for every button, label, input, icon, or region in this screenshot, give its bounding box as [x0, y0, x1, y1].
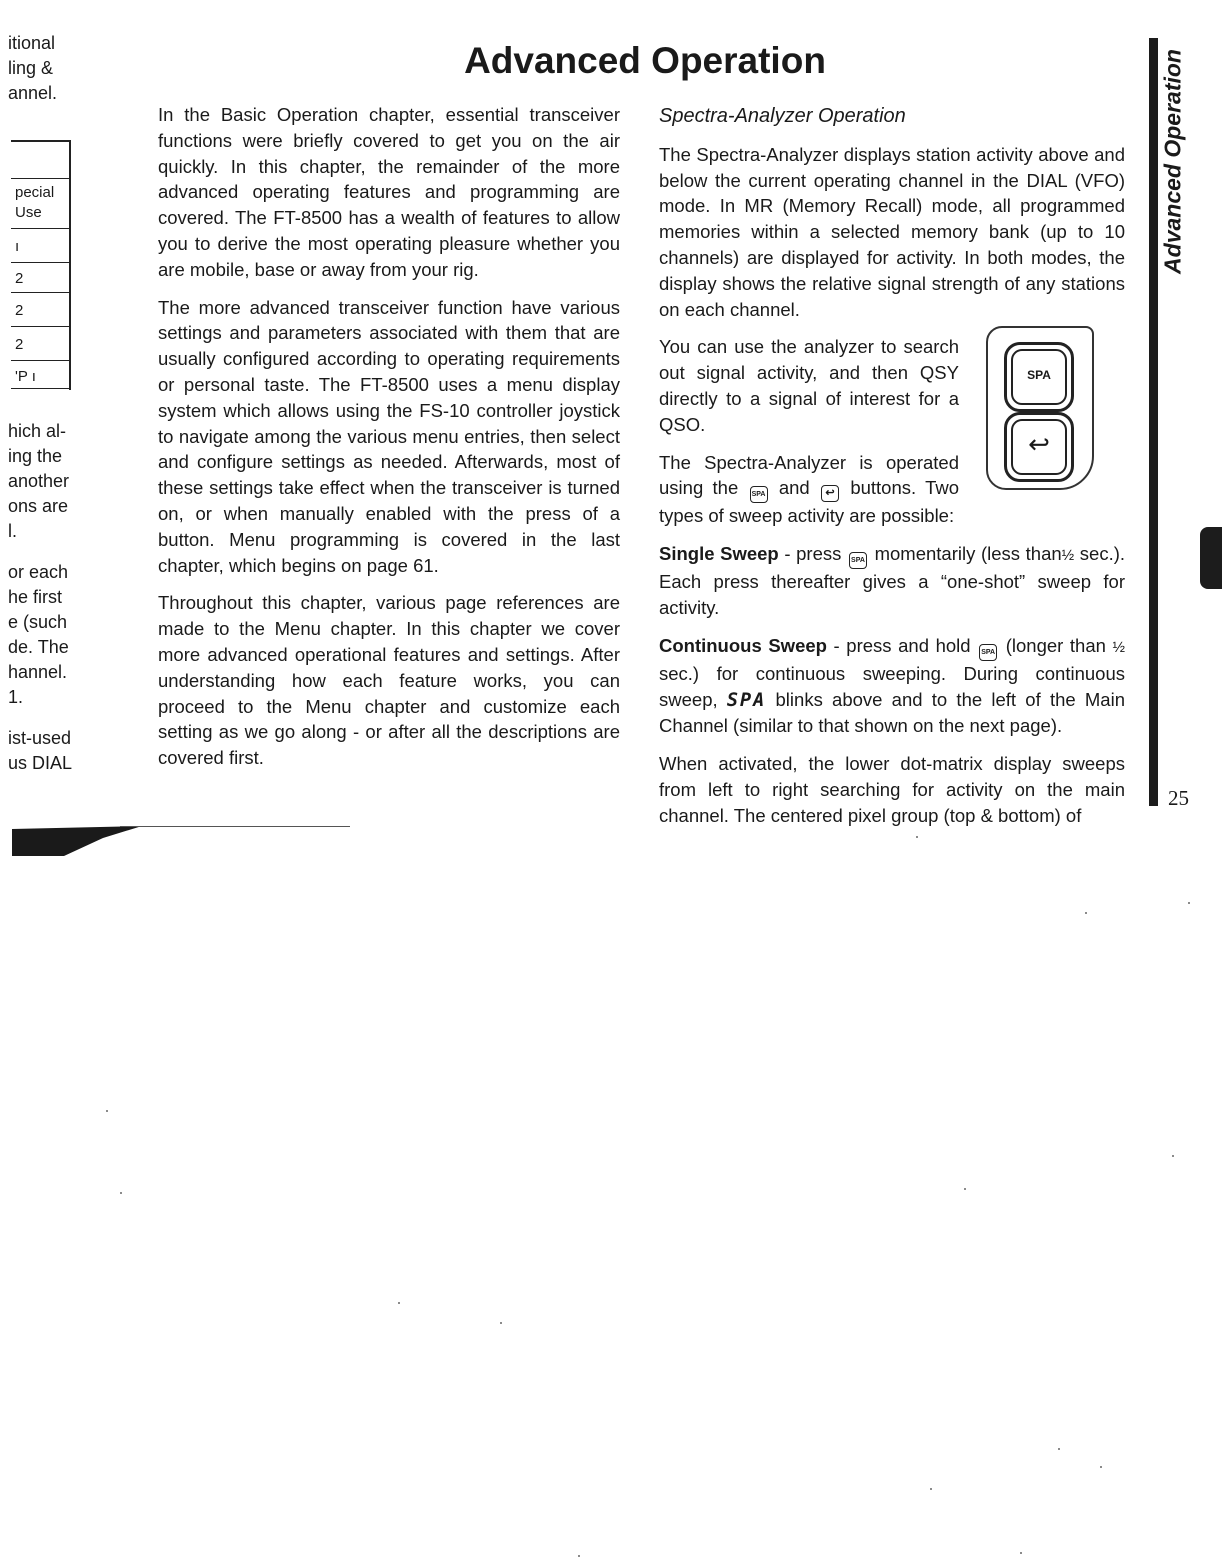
- page-references-paragraph: Throughout this chapter, various page references are made to the Menu chapter. In this chapter we cover more advanced operational features and settings. After understanding how each feature works, you can proceed to the Menu chapter and customize each setting as we go along - or after all the descriptions are covered first.: [158, 592, 620, 769]
- left-column: [158, 102, 620, 783]
- half-fraction: ½: [1061, 547, 1075, 565]
- spa-segment-indicator: SPA: [726, 689, 767, 711]
- scan-blob: [12, 826, 142, 856]
- scan-speck: [1020, 1552, 1022, 1554]
- scan-speck: [398, 1302, 400, 1304]
- spa-button-icon: SPA: [849, 552, 867, 569]
- table-header-2: Use: [15, 204, 42, 221]
- return-button-icon: ↩: [821, 485, 839, 502]
- table-rule: [11, 262, 69, 263]
- qsy-paragraph: You can use the analyzer to search out signal activity, and then QSY directly to a signal of interest for a QSO.: [659, 336, 959, 435]
- spa-button: [1004, 342, 1074, 412]
- spa-button-face: [1011, 349, 1067, 405]
- table-header-1: pecial: [15, 184, 55, 201]
- facing-page-fragment: us DIAL: [8, 753, 73, 773]
- operation-text-c: buttons. Two types of sweep activity are possible:: [659, 477, 960, 527]
- scan-speck: [1172, 1155, 1174, 1157]
- operation-paragraph: [659, 450, 959, 530]
- facing-page-table: [11, 140, 71, 390]
- intro-paragraph: In the Basic Operation chapter, essential transceiver functions were briefly covered to get you on the air quickly. In this chapter, the remainder of the more advanced operating features and programming are covered. The FT-8500 has a wealth of features to allow you to derive the most operating pleasure whether you are mobile, base or away from your rig.: [158, 104, 620, 280]
- continuous-sweep-text-a: - press and hold: [826, 634, 971, 656]
- single-sweep-paragraph: [659, 541, 1125, 621]
- scan-speck: [930, 1488, 932, 1490]
- facing-page-fragment: or each: [8, 562, 69, 582]
- table-rule: [11, 292, 69, 293]
- return-button-face: [1011, 419, 1067, 475]
- continuous-sweep-text-b: (longer than: [1005, 634, 1106, 656]
- scan-speck: [1100, 1466, 1102, 1468]
- facing-page-fragment: hannel.: [8, 662, 68, 682]
- return-arrow-icon: ↩: [1028, 429, 1050, 459]
- facing-page-fragment: ling &: [8, 58, 54, 78]
- facing-page-fragment: itional: [8, 33, 56, 53]
- facing-page-fragment: ist-used: [8, 728, 72, 748]
- section-thumb-tab: [1200, 527, 1222, 589]
- operation-text-a: The Spectra-Analyzer is operated using the: [659, 451, 959, 499]
- scan-speck: [106, 1110, 108, 1112]
- scan-speck: [1188, 902, 1190, 904]
- facing-page-fragment: annel.: [8, 83, 58, 103]
- table-cell: ı: [15, 238, 20, 255]
- operation-text-b: and: [778, 477, 810, 499]
- table-cell: 2: [15, 336, 24, 353]
- facing-page-fragment: hich al-: [8, 421, 67, 441]
- facing-page-fragment: another: [8, 471, 70, 491]
- sidebar-bar: [1149, 38, 1158, 806]
- table-cell: 2: [15, 302, 24, 319]
- spa-button-icon: SPA: [750, 486, 768, 503]
- facing-page-fragment: l.: [8, 521, 17, 541]
- half-fraction: ½: [1112, 638, 1126, 656]
- single-sweep-text-a: - press: [778, 543, 842, 565]
- dot-matrix-paragraph: When activated, the lower dot-matrix display sweeps from left to right searching for activity on the main channel. The centered pixel group (top & bottom) of: [659, 753, 1125, 826]
- facing-page-fragment: e (such: [8, 612, 68, 632]
- facing-page-fragment: ons are: [8, 496, 69, 516]
- single-sweep-label: Single Sweep: [659, 543, 779, 565]
- page-title: Advanced Operation: [464, 40, 826, 81]
- page-number: 25: [1168, 786, 1189, 810]
- spa-button-label: SPA: [1027, 368, 1051, 382]
- table-rule: [11, 178, 69, 179]
- scan-speck: [964, 1188, 966, 1190]
- button-panel-illustration: [986, 326, 1094, 490]
- single-sweep-text-c: sec.). Each press thereafter gives a “one-shot” sweep for activity.: [659, 543, 1126, 618]
- continuous-sweep-paragraph: [659, 633, 1125, 739]
- facing-page-fragment: de. The: [8, 637, 69, 657]
- facing-page-fragment: 1.: [8, 687, 24, 707]
- scan-speck: [578, 1555, 580, 1557]
- table-rule: [11, 360, 69, 361]
- scan-speck: [1058, 1448, 1060, 1450]
- section-subheading: Spectra-Analyzer Operation: [659, 105, 906, 127]
- continuous-sweep-label: Continuous Sweep: [659, 634, 827, 656]
- scan-speck: [500, 1322, 502, 1324]
- vertical-section-title: Advanced Operation: [1159, 49, 1186, 274]
- single-sweep-text-b: momentarily (less than: [874, 543, 1062, 565]
- scan-speck: [1085, 912, 1087, 914]
- scan-speck: [120, 1192, 122, 1194]
- table-cell: 'P ı: [15, 368, 36, 385]
- scan-speck: [916, 836, 918, 838]
- continuous-sweep-text-d: blinks above and to the left of the Main Channel (similar to that shown on the next page).: [659, 688, 1125, 737]
- table-rule: [11, 388, 69, 389]
- continuous-sweep-text-c: sec.) for continuous sweeping. During continuous sweep,: [659, 662, 1125, 710]
- analyzer-description-paragraph: The Spectra-Analyzer displays station activity above and below the current operating channel in the DIAL (VFO) mode. In MR (Memory Recall) mode, all programmed memories within a selected memory bank (up to 10 channels) are displayed for activity. In both modes, the display shows the relative signal strength of any stations on each channel.: [659, 143, 1125, 320]
- menu-system-paragraph: The more advanced transceiver function have various settings and parameters associated with them that are usually configured according to operating requirements or personal taste. The FT-8500 uses a menu display system which allows using the FS-10 controller joystick to navigate among the various menu entries, then select and configure settings as needed. Afterwards, most of these settings take effect when the transceiver is turned on, or when manually enabled with the press of a button. Menu programming is covered in the last chapter, which begins on page 61.: [158, 296, 620, 576]
- table-cell: 2: [15, 270, 24, 287]
- spa-button-icon: SPA: [979, 644, 997, 661]
- table-rule: [11, 326, 69, 327]
- return-button: [1004, 412, 1074, 482]
- facing-page-fragment: he first: [8, 587, 63, 607]
- scan-rule: [120, 826, 350, 827]
- table-rule: [11, 228, 69, 229]
- facing-page-fragment: ing the: [8, 446, 63, 466]
